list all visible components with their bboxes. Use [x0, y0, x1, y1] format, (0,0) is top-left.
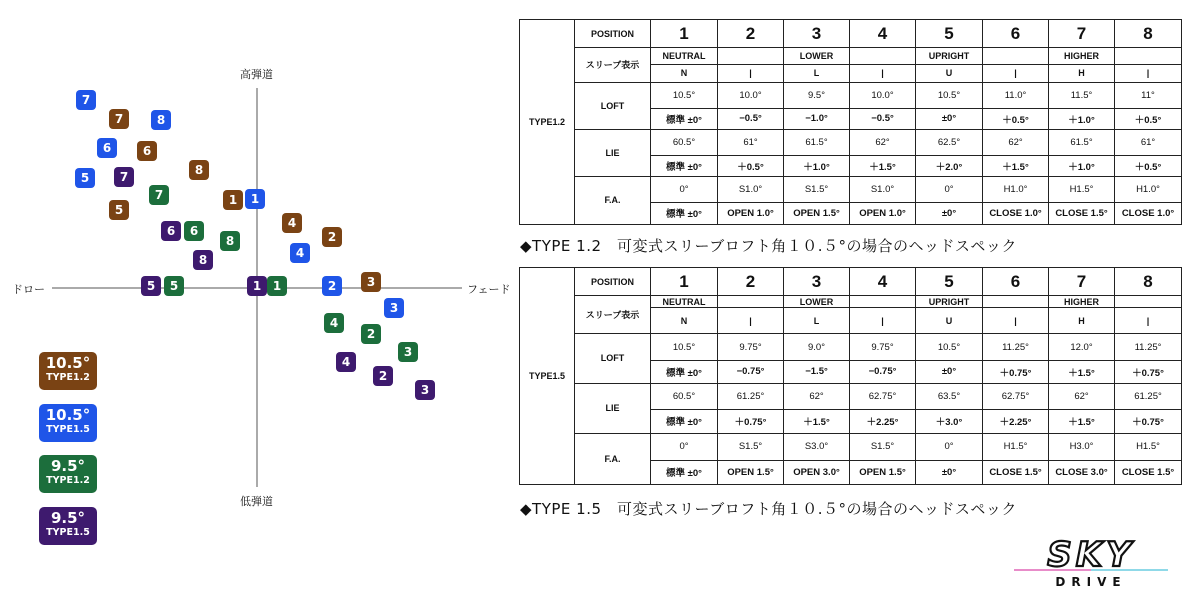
lie-value: 61.25°	[1115, 383, 1182, 409]
sleeve-name: UPRIGHT	[916, 48, 983, 65]
position-chip: 8	[151, 110, 171, 130]
legend-95-type12	[39, 455, 97, 493]
position-chip: 7	[109, 109, 129, 129]
lie-delta: ＋1.5°	[983, 155, 1049, 176]
sleeve-mark: |	[983, 64, 1049, 82]
sleeve-name: NEUTRAL	[651, 48, 718, 65]
fa-value: S1.0°	[850, 176, 916, 202]
lie-value: 62°	[784, 383, 850, 409]
loft-delta: −0.75°	[718, 361, 784, 383]
lie-value: 62.75°	[983, 383, 1049, 409]
legend-type: TYPE1.2	[46, 372, 90, 383]
loft-value: 11.25°	[1115, 334, 1182, 361]
loft-delta: ＋0.5°	[1115, 108, 1182, 129]
position-chip: 2	[373, 366, 393, 386]
position-chip: 3	[415, 380, 435, 400]
lie-delta: ＋2.0°	[916, 155, 983, 176]
caption-type12: ◆TYPE 1.2 可変式スリーブロフト角１０.５°の場合のヘッドスペック	[520, 237, 1017, 255]
loft-value: 11.5°	[1049, 82, 1115, 108]
position-2: 2	[718, 268, 784, 296]
legend-type: TYPE1.5	[46, 527, 90, 538]
loft-delta: ±0°	[916, 108, 983, 129]
position-chip: 3	[398, 342, 418, 362]
loft-delta: ＋0.75°	[983, 361, 1049, 383]
sleeve-name: LOWER	[784, 48, 850, 65]
lie-value: 61°	[1115, 129, 1182, 155]
sleeve-name: HIGHER	[1049, 296, 1115, 308]
loft-value: 9.5°	[784, 82, 850, 108]
position-chip: 5	[109, 200, 129, 220]
position-chip: 4	[290, 243, 310, 263]
position-chip: 2	[322, 227, 342, 247]
loft-value: 9.75°	[850, 334, 916, 361]
fa-delta: ±0°	[916, 460, 983, 484]
fa-label: F.A.	[575, 433, 651, 484]
fa-delta: OPEN 3.0°	[784, 460, 850, 484]
sleeve-name	[850, 296, 916, 308]
loft-delta: −1.5°	[784, 361, 850, 383]
position-chip: 3	[361, 272, 381, 292]
lie-value: 60.5°	[651, 129, 718, 155]
lie-value: 62.75°	[850, 383, 916, 409]
position-chip: 3	[384, 298, 404, 318]
position-chip: 7	[76, 90, 96, 110]
position-7: 7	[1049, 20, 1115, 48]
logo-subtitle: DRIVE	[1055, 575, 1127, 589]
lie-label: LIE	[575, 383, 651, 433]
fa-delta: ±0°	[916, 202, 983, 224]
spec-table-type15	[519, 267, 1182, 485]
type-label: TYPE1.5	[520, 268, 575, 485]
legend-95-type15	[39, 507, 97, 545]
position-chip: 6	[184, 221, 204, 241]
lie-delta: ＋0.75°	[1115, 409, 1182, 433]
fa-value: S1.5°	[850, 433, 916, 460]
position-chip: 8	[193, 250, 213, 270]
position-chip: 4	[282, 213, 302, 233]
fa-delta: OPEN 1.5°	[784, 202, 850, 224]
lie-delta: ＋1.5°	[850, 155, 916, 176]
sleeve-name: LOWER	[784, 296, 850, 308]
sleeve-mark: |	[718, 64, 784, 82]
fa-delta: 標準 ±0°	[651, 202, 718, 224]
position-3: 3	[784, 20, 850, 48]
fa-value: S1.5°	[718, 433, 784, 460]
loft-delta: ＋0.75°	[1115, 361, 1182, 383]
legend-type: TYPE1.5	[46, 424, 90, 435]
loft-value: 12.0°	[1049, 334, 1115, 361]
legend-value: 10.5°	[45, 406, 91, 424]
logo-wordmark: SKY	[1047, 535, 1135, 575]
sleeve-mark: |	[718, 308, 784, 334]
fa-value: 0°	[916, 433, 983, 460]
loft-value: 9.0°	[784, 334, 850, 361]
legend-value: 9.5°	[50, 509, 86, 527]
loft-delta: ±0°	[916, 361, 983, 383]
loft-value: 10.0°	[850, 82, 916, 108]
sleeve-mark: |	[1115, 64, 1182, 82]
position-chip: 5	[75, 168, 95, 188]
sleeve-name	[1115, 296, 1182, 308]
loft-value: 10.5°	[651, 334, 718, 361]
position-chip: 1	[267, 276, 287, 296]
fa-label: F.A.	[575, 176, 651, 224]
loft-delta: 標準 ±0°	[651, 108, 718, 129]
lie-delta: ＋3.0°	[916, 409, 983, 433]
position-chip: 1	[245, 189, 265, 209]
loft-delta: −0.5°	[718, 108, 784, 129]
loft-value: 11.25°	[983, 334, 1049, 361]
sky-drive-logo	[1006, 532, 1176, 592]
trajectory-diagram	[0, 0, 520, 599]
position-chip: 7	[114, 167, 134, 187]
fa-delta: CLOSE 3.0°	[1049, 460, 1115, 484]
sleeve-mark: U	[916, 308, 983, 334]
sleeve-name	[983, 48, 1049, 65]
sleeve-mark: |	[983, 308, 1049, 334]
legend-value: 9.5°	[50, 457, 86, 475]
fa-value: S3.0°	[784, 433, 850, 460]
loft-delta: ＋1.5°	[1049, 361, 1115, 383]
position-6: 6	[983, 20, 1049, 48]
legend-value: 10.5°	[45, 354, 91, 372]
lie-delta: 標準 ±0°	[651, 155, 718, 176]
lie-delta: ＋1.0°	[1049, 155, 1115, 176]
position-chip: 8	[189, 160, 209, 180]
legend-type: TYPE1.2	[46, 475, 90, 486]
loft-delta: 標準 ±0°	[651, 361, 718, 383]
sleeve-label: スリーブ表示	[575, 296, 651, 334]
fa-value: H1.0°	[983, 176, 1049, 202]
sleeve-name	[983, 296, 1049, 308]
sleeve-mark: N	[651, 308, 718, 334]
position-3: 3	[784, 268, 850, 296]
lie-value: 61°	[718, 129, 784, 155]
position-chip: 5	[141, 276, 161, 296]
loft-label: LOFT	[575, 82, 651, 129]
lie-value: 61.5°	[784, 129, 850, 155]
loft-delta: ＋0.5°	[983, 108, 1049, 129]
fa-value: H3.0°	[1049, 433, 1115, 460]
position-5: 5	[916, 268, 983, 296]
position-1: 1	[651, 268, 718, 296]
lie-delta: ＋1.0°	[784, 155, 850, 176]
sleeve-name	[1115, 48, 1182, 65]
loft-value: 9.75°	[718, 334, 784, 361]
position-chip: 6	[161, 221, 181, 241]
position-chip: 2	[322, 276, 342, 296]
lie-delta: ＋0.75°	[718, 409, 784, 433]
sleeve-name: NEUTRAL	[651, 296, 718, 308]
fa-delta: CLOSE 1.5°	[1049, 202, 1115, 224]
sleeve-mark: |	[850, 308, 916, 334]
lie-delta: ＋1.5°	[1049, 409, 1115, 433]
fa-value: S1.5°	[784, 176, 850, 202]
fa-value: H1.5°	[1115, 433, 1182, 460]
loft-delta: −1.0°	[784, 108, 850, 129]
sleeve-name: HIGHER	[1049, 48, 1115, 65]
position-4: 4	[850, 268, 916, 296]
fa-delta: CLOSE 1.0°	[1115, 202, 1182, 224]
legend-105-type12	[39, 352, 97, 390]
sleeve-mark: |	[1115, 308, 1182, 334]
fa-delta: OPEN 1.5°	[718, 460, 784, 484]
position-chip: 4	[336, 352, 356, 372]
position-header: POSITION	[575, 268, 651, 296]
lie-value: 62°	[983, 129, 1049, 155]
axis-label-low: 低弾道	[240, 495, 273, 508]
fa-value: S1.0°	[718, 176, 784, 202]
sleeve-mark: N	[651, 64, 718, 82]
loft-value: 11.0°	[983, 82, 1049, 108]
position-1: 1	[651, 20, 718, 48]
position-7: 7	[1049, 268, 1115, 296]
fa-value: H1.5°	[1049, 176, 1115, 202]
lie-delta: ＋0.5°	[1115, 155, 1182, 176]
sleeve-mark: |	[850, 64, 916, 82]
fa-delta: CLOSE 1.0°	[983, 202, 1049, 224]
loft-value: 10.5°	[916, 82, 983, 108]
fa-delta: OPEN 1.0°	[850, 202, 916, 224]
position-6: 6	[983, 268, 1049, 296]
position-chip: 4	[324, 313, 344, 333]
position-chip: 5	[164, 276, 184, 296]
fa-value: 0°	[651, 176, 718, 202]
lie-delta: ＋2.25°	[983, 409, 1049, 433]
lie-delta: 標準 ±0°	[651, 409, 718, 433]
fa-delta: OPEN 1.0°	[718, 202, 784, 224]
loft-delta: ＋1.0°	[1049, 108, 1115, 129]
spec-table-type12	[519, 19, 1182, 225]
fa-value: H1.5°	[983, 433, 1049, 460]
lie-label: LIE	[575, 129, 651, 176]
sleeve-name	[718, 296, 784, 308]
sleeve-name	[850, 48, 916, 65]
lie-value: 62°	[1049, 383, 1115, 409]
sleeve-name: UPRIGHT	[916, 296, 983, 308]
loft-value: 10.5°	[651, 82, 718, 108]
sleeve-name	[718, 48, 784, 65]
loft-value: 11°	[1115, 82, 1182, 108]
position-chip: 1	[223, 190, 243, 210]
lie-value: 62°	[850, 129, 916, 155]
position-header: POSITION	[575, 20, 651, 48]
lie-value: 61.25°	[718, 383, 784, 409]
legend-105-type15	[39, 404, 97, 442]
loft-delta: −0.75°	[850, 361, 916, 383]
position-5: 5	[916, 20, 983, 48]
fa-value: H1.0°	[1115, 176, 1182, 202]
position-chip: 7	[149, 185, 169, 205]
loft-value: 10.0°	[718, 82, 784, 108]
loft-value: 10.5°	[916, 334, 983, 361]
position-chip: 2	[361, 324, 381, 344]
lie-value: 63.5°	[916, 383, 983, 409]
position-8: 8	[1115, 20, 1182, 48]
position-chip: 6	[97, 138, 117, 158]
lie-value: 62.5°	[916, 129, 983, 155]
type-label: TYPE1.2	[520, 20, 575, 225]
lie-value: 60.5°	[651, 383, 718, 409]
fa-delta: 標準 ±0°	[651, 460, 718, 484]
position-chip: 8	[220, 231, 240, 251]
lie-delta: ＋2.25°	[850, 409, 916, 433]
axis-label-fade: フェード	[467, 283, 511, 296]
lie-value: 61.5°	[1049, 129, 1115, 155]
position-4: 4	[850, 20, 916, 48]
sleeve-mark: H	[1049, 64, 1115, 82]
fa-value: 0°	[916, 176, 983, 202]
caption-type15: ◆TYPE 1.5 可変式スリーブロフト角１０.５°の場合のヘッドスペック	[520, 500, 1017, 518]
sleeve-mark: U	[916, 64, 983, 82]
sleeve-label: スリーブ表示	[575, 48, 651, 83]
position-chip: 1	[247, 276, 267, 296]
sleeve-mark: L	[784, 64, 850, 82]
sleeve-mark: H	[1049, 308, 1115, 334]
loft-label: LOFT	[575, 334, 651, 383]
position-2: 2	[718, 20, 784, 48]
loft-delta: −0.5°	[850, 108, 916, 129]
lie-delta: ＋0.5°	[718, 155, 784, 176]
position-8: 8	[1115, 268, 1182, 296]
position-chip: 6	[137, 141, 157, 161]
axis-label-high: 高弾道	[240, 68, 273, 81]
fa-delta: OPEN 1.5°	[850, 460, 916, 484]
fa-delta: CLOSE 1.5°	[983, 460, 1049, 484]
axis-label-draw: ドロー	[12, 283, 45, 296]
lie-delta: ＋1.5°	[784, 409, 850, 433]
fa-delta: CLOSE 1.5°	[1115, 460, 1182, 484]
sleeve-mark: L	[784, 308, 850, 334]
fa-value: 0°	[651, 433, 718, 460]
